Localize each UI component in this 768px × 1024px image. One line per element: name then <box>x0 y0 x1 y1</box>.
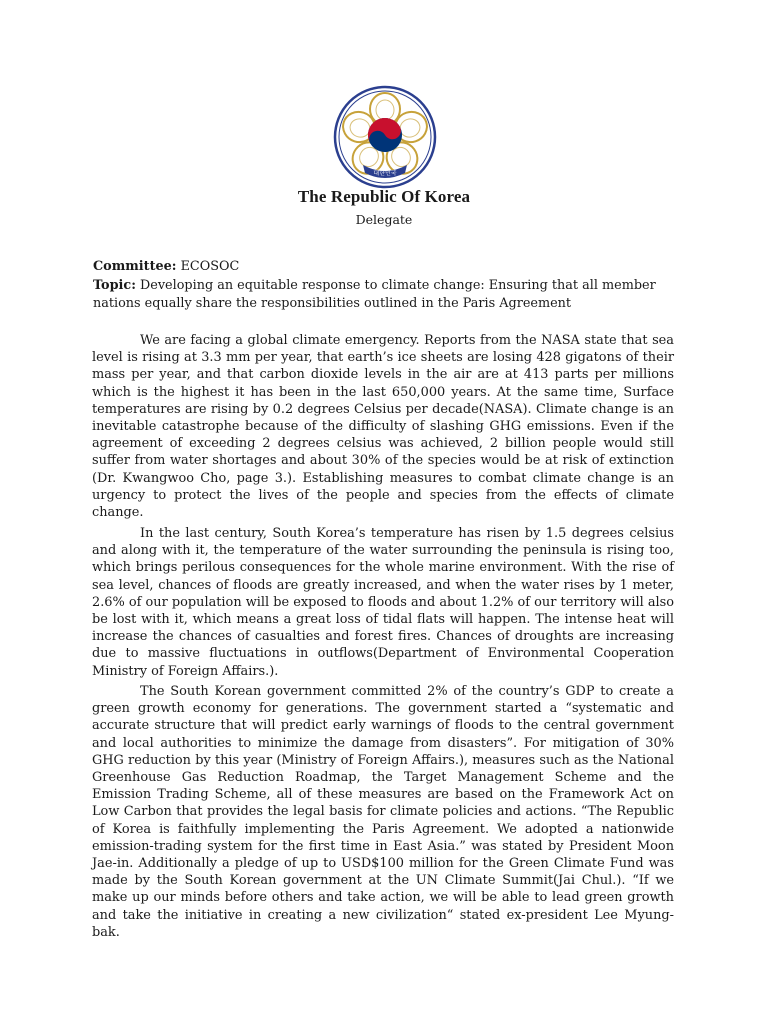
body-paragraph-3: The South Korean government committed 2% of the country’s GDP to create a green growth economy for generations. The government started a “systematic and accurate structure that will predict early warnings of floods to the central government and local authorities to minimize the damage from disasters”. For mitigation of 30% GHG reduction by this year (Ministry of Foreign Affairs.), measures such as the National Greenhouse Gas Reduction Roadmap, the Target Management Scheme and the Emission Trading Scheme, all of these measures are based on the Framework Act on Low Carbon that provides the legal basis for climate policies and actions. “The Republic of Korea is faithfully implementing the Paris Agreement. We adopted a nationwide emission-trading system for the first time in East Asia.” was stated by President Moon Jae-in. Additionally a pledge of up to USD$100 million for the Green Climate Fund was made by the South Korean government at the UN Climate Summit(Jai Chul.). “If we make up our minds before others and take action, we will be able to lead green growth and take the initiative in creating a new civilization“ stated ex-president Lee Myung-bak. <box>92 684 674 940</box>
committee-line <box>93 258 693 276</box>
committee-label: Committee: <box>93 259 177 274</box>
topic-value: Developing an equitable response to climate change: Ensuring that all member nations equally share the responsibilities outlined in the Paris Agreement <box>93 278 656 311</box>
body-paragraph-2: In the last century, South Korea’s temperature has risen by 1.5 degrees celsius and along with it, the temperature of the water surrounding the peninsula is rising too, which brings perilous consequences for the whole marine environment. With the rise of sea level, chances of floods are greatly increased, and when the water rises by 1 meter, 2.6% of our population will be exposed to floods and about 1.2% of our territory will also be lost with it, which means a great loss of tidal flats will happen. The intense heat will increase the chances of casualties and forest fires. Chances of droughts are increasing due to massive fluctuations in outflows(Department of Environmental Cooperation Ministry of Foreign Affairs.). <box>92 526 674 679</box>
document-title: The Republic Of Korea <box>297 187 471 206</box>
body-paragraph-1: We are facing a global climate emergency. Reports from the NASA state that sea level is rising at 3.3 mm per year, that earth’s ice sheets are losing 428 gigatons of their mass per year, and that carbon dioxide levels in the air are at 413 parts per millions which is the highest it has been in the last 650,000 years. At the same time, Surface temperatures are rising by 0.2 degrees Celsius per decade(NASA). Climate change is an inevitable catastrophe because of the difficulty of slashing GHG emissions. Even if the agreement of exceeding 2 degrees celsius was achieved, 2 billion people would still suffer from water shortages and about 30% of the species would be at risk of extinction (Dr. Kwangwoo Cho, page 3.). Establishing measures to combat climate change is an urgency to protect the lives of the people and species from the effects of climate change. <box>92 333 674 521</box>
topic-line <box>93 277 693 313</box>
korea-national-emblem-icon <box>333 85 437 189</box>
topic-label: Topic: <box>93 278 136 293</box>
document-subtitle: Delegate <box>355 212 413 227</box>
committee-value: ECOSOC <box>176 259 240 274</box>
emblem-ribbon-text: 대한민국 <box>373 170 397 177</box>
